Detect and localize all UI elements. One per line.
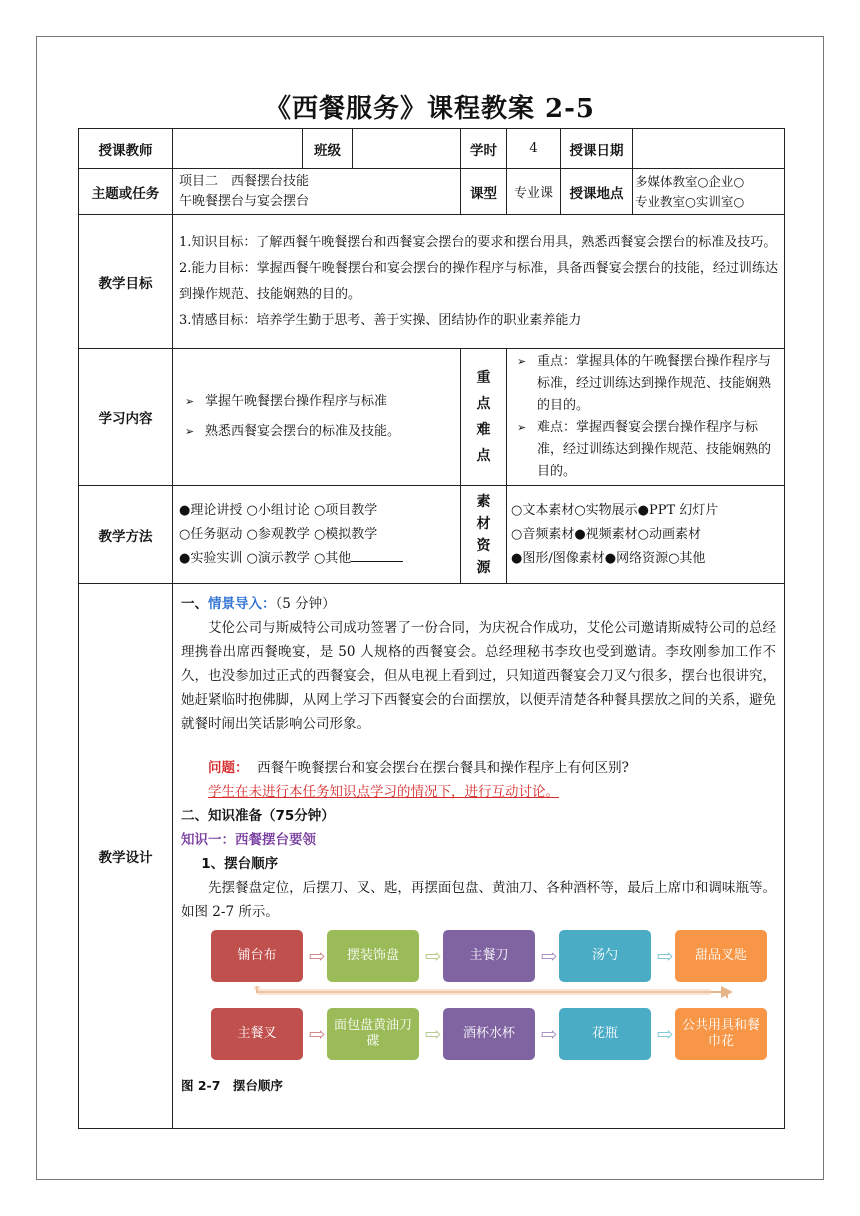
figure-caption: 图 2-7 摆台顺序: [181, 1078, 283, 1093]
flow-step-7: 面包盘黄油刀碟: [327, 1008, 419, 1060]
setup-order-heading: 1、摆台顺序: [201, 856, 279, 872]
flow-step-10: 公共用具和餐巾花: [675, 1008, 767, 1060]
topic-value: [173, 169, 461, 215]
flow-step-4: 汤勺: [559, 930, 651, 982]
teacher-value: [173, 129, 303, 169]
flow-step-5: 甜品叉匙: [675, 930, 767, 982]
content-label: 学习内容: [79, 349, 173, 486]
arrow-bullet-icon: ➢: [517, 421, 527, 434]
scenario-paragraph: 艾伦公司与斯威特公司成功签署了一份合同，为庆祝合作成功，艾伦公司邀请斯威特公司的总经理携眷出席西餐晚宴，是 50 人规格的西餐宴会。总经理秘书李玫也受到邀请。李玫刚参加工作不久，也没参加过正式的西餐宴会，但从电视上看到过，只知道西餐宴会刀叉勺很多，摆台也很讲究，她赶紧临时抱佛脚，从网上学习下西餐宴会的台面摆放，以便弄清楚各种餐具摆放之间的关系，避免就餐时闹出笑话影响公司形象。: [181, 620, 776, 732]
objectives-content: [173, 215, 785, 349]
objective-ability: 2.能力目标：掌握西餐午晚餐摆台和宴会摆台的操作程序与标准，具备西餐宴会摆台的技能，经过训练达到操作规范、技能娴熟的目的。: [179, 260, 778, 302]
objective-emotion: 3.情感目标：培养学生勤于思考、善于实操、团结协作的职业素养能力: [179, 312, 582, 328]
objective-knowledge: 1.知识目标：了解西餐午晚餐摆台和西餐宴会摆台的要求和摆台用具，熟悉西餐宴会摆台的标准及技巧。: [179, 234, 777, 250]
place-value: [633, 169, 785, 215]
place-line-2: 专业教室○实训室○: [635, 193, 745, 209]
flow-step-8: 酒杯水杯: [443, 1008, 535, 1060]
date-value: [633, 129, 785, 169]
design-label: 教学设计: [79, 584, 173, 1129]
knowledge-one-title: 知识一：西餐摆台要领: [181, 832, 316, 848]
key-point: ➢ 重点：掌握具体的午晚餐摆台操作程序与标准，经过训练达到操作规范、技能娴熟的目的。: [511, 351, 778, 417]
arrow-bullet-icon: ➢: [185, 395, 195, 408]
flow-step-3: 主餐刀: [443, 930, 535, 982]
content-items: [173, 349, 461, 486]
flow-step-2: 摆装饰盘: [327, 930, 419, 982]
key-difficulty-label: 重 点 难 点: [461, 349, 507, 486]
type-value: 专业课: [507, 169, 561, 215]
objectives-label: 教学目标: [79, 215, 173, 349]
resources-row-2: ○音频素材●视频素材○动画素材: [511, 526, 702, 542]
place-label: 授课地点: [561, 169, 633, 215]
design-content: [173, 584, 785, 1129]
flow-arrow-icon: ⇨: [308, 944, 326, 968]
flow-arrow-icon: ⇨: [308, 1022, 326, 1046]
hours-value: 4: [507, 129, 561, 169]
place-line-1: 多媒体教室○企业○: [635, 173, 745, 189]
class-label: 班级: [303, 129, 353, 169]
flow-arrow-icon: ⇨: [424, 1022, 442, 1046]
topic-label: 主题或任务: [79, 169, 173, 215]
flow-arrow-icon: ⇨: [424, 944, 442, 968]
methods-row-1: ●理论讲授 ○小组讨论 ○项目教学: [179, 502, 378, 518]
methods-options: [173, 486, 461, 584]
resources-row-1: ○文本素材○实物展示●PPT 幻灯片: [511, 502, 719, 518]
key-difficulty-content: [507, 349, 785, 486]
content-item: ➢ 掌握午晚餐摆台操作程序与标准: [179, 387, 454, 417]
class-value: [353, 129, 461, 169]
other-blank: [351, 549, 403, 562]
topic-line-1: 项目二 西餐摆台技能: [179, 173, 310, 189]
lesson-plan-table: [78, 128, 785, 1129]
methods-row-2: ○任务驱动 ○参观教学 ○模拟教学: [179, 526, 378, 542]
discussion-line: 学生在未进行本任务知识点学习的情况下，进行互动讨论。: [208, 784, 559, 800]
setup-flow-diagram: [211, 930, 781, 1070]
flow-arrow-icon: ⇨: [656, 1022, 674, 1046]
topic-line-2: 午晚餐摆台与宴会摆台: [179, 193, 310, 209]
methods-label: 教学方法: [79, 486, 173, 584]
question-line: 问题： 西餐午晚餐摆台和宴会摆台在摆台餐具和操作程序上有何区别?: [208, 760, 629, 776]
page-title: 《西餐服务》课程教案 2-5: [264, 94, 596, 124]
section-knowledge-heading: 二、知识准备（75分钟）: [181, 808, 335, 824]
methods-row-3: ●实验实训 ○演示教学 ○其他: [179, 547, 454, 571]
flow-arrow-icon: ⇨: [656, 944, 674, 968]
flow-arrow-icon: ⇨: [540, 1022, 558, 1046]
resources-row-3: ●图形/图像素材●网络资源○其他: [511, 550, 706, 566]
teacher-label: 授课教师: [79, 129, 173, 169]
difficult-point: ➢ 难点：掌握西餐宴会摆台操作程序与标准，经过训练达到操作规范、技能娴熟的目的。: [511, 417, 778, 483]
hours-label: 学时: [461, 129, 507, 169]
flow-step-6: 主餐叉: [211, 1008, 303, 1060]
flow-step-1: 铺台布: [211, 930, 303, 982]
date-label: 授课日期: [561, 129, 633, 169]
flow-arrow-icon: ⇨: [540, 944, 558, 968]
arrow-bullet-icon: ➢: [517, 355, 527, 368]
resources-options: [507, 486, 785, 584]
content-item: ➢ 熟悉西餐宴会摆台的标准及技能。: [179, 417, 454, 447]
setup-order-paragraph: 先摆餐盘定位，后摆刀、叉、匙，再摆面包盘、黄油刀、各种酒杯等，最后上席巾和调味瓶等。如图 2-7 所示。: [181, 880, 776, 920]
type-label: 课型: [461, 169, 507, 215]
flow-step-9: 花瓶: [559, 1008, 651, 1060]
resources-label: 素 材 资 源: [461, 486, 507, 584]
section-intro-heading: 一、情景导入：（5 分钟）: [181, 596, 336, 612]
arrow-bullet-icon: ➢: [185, 425, 195, 438]
